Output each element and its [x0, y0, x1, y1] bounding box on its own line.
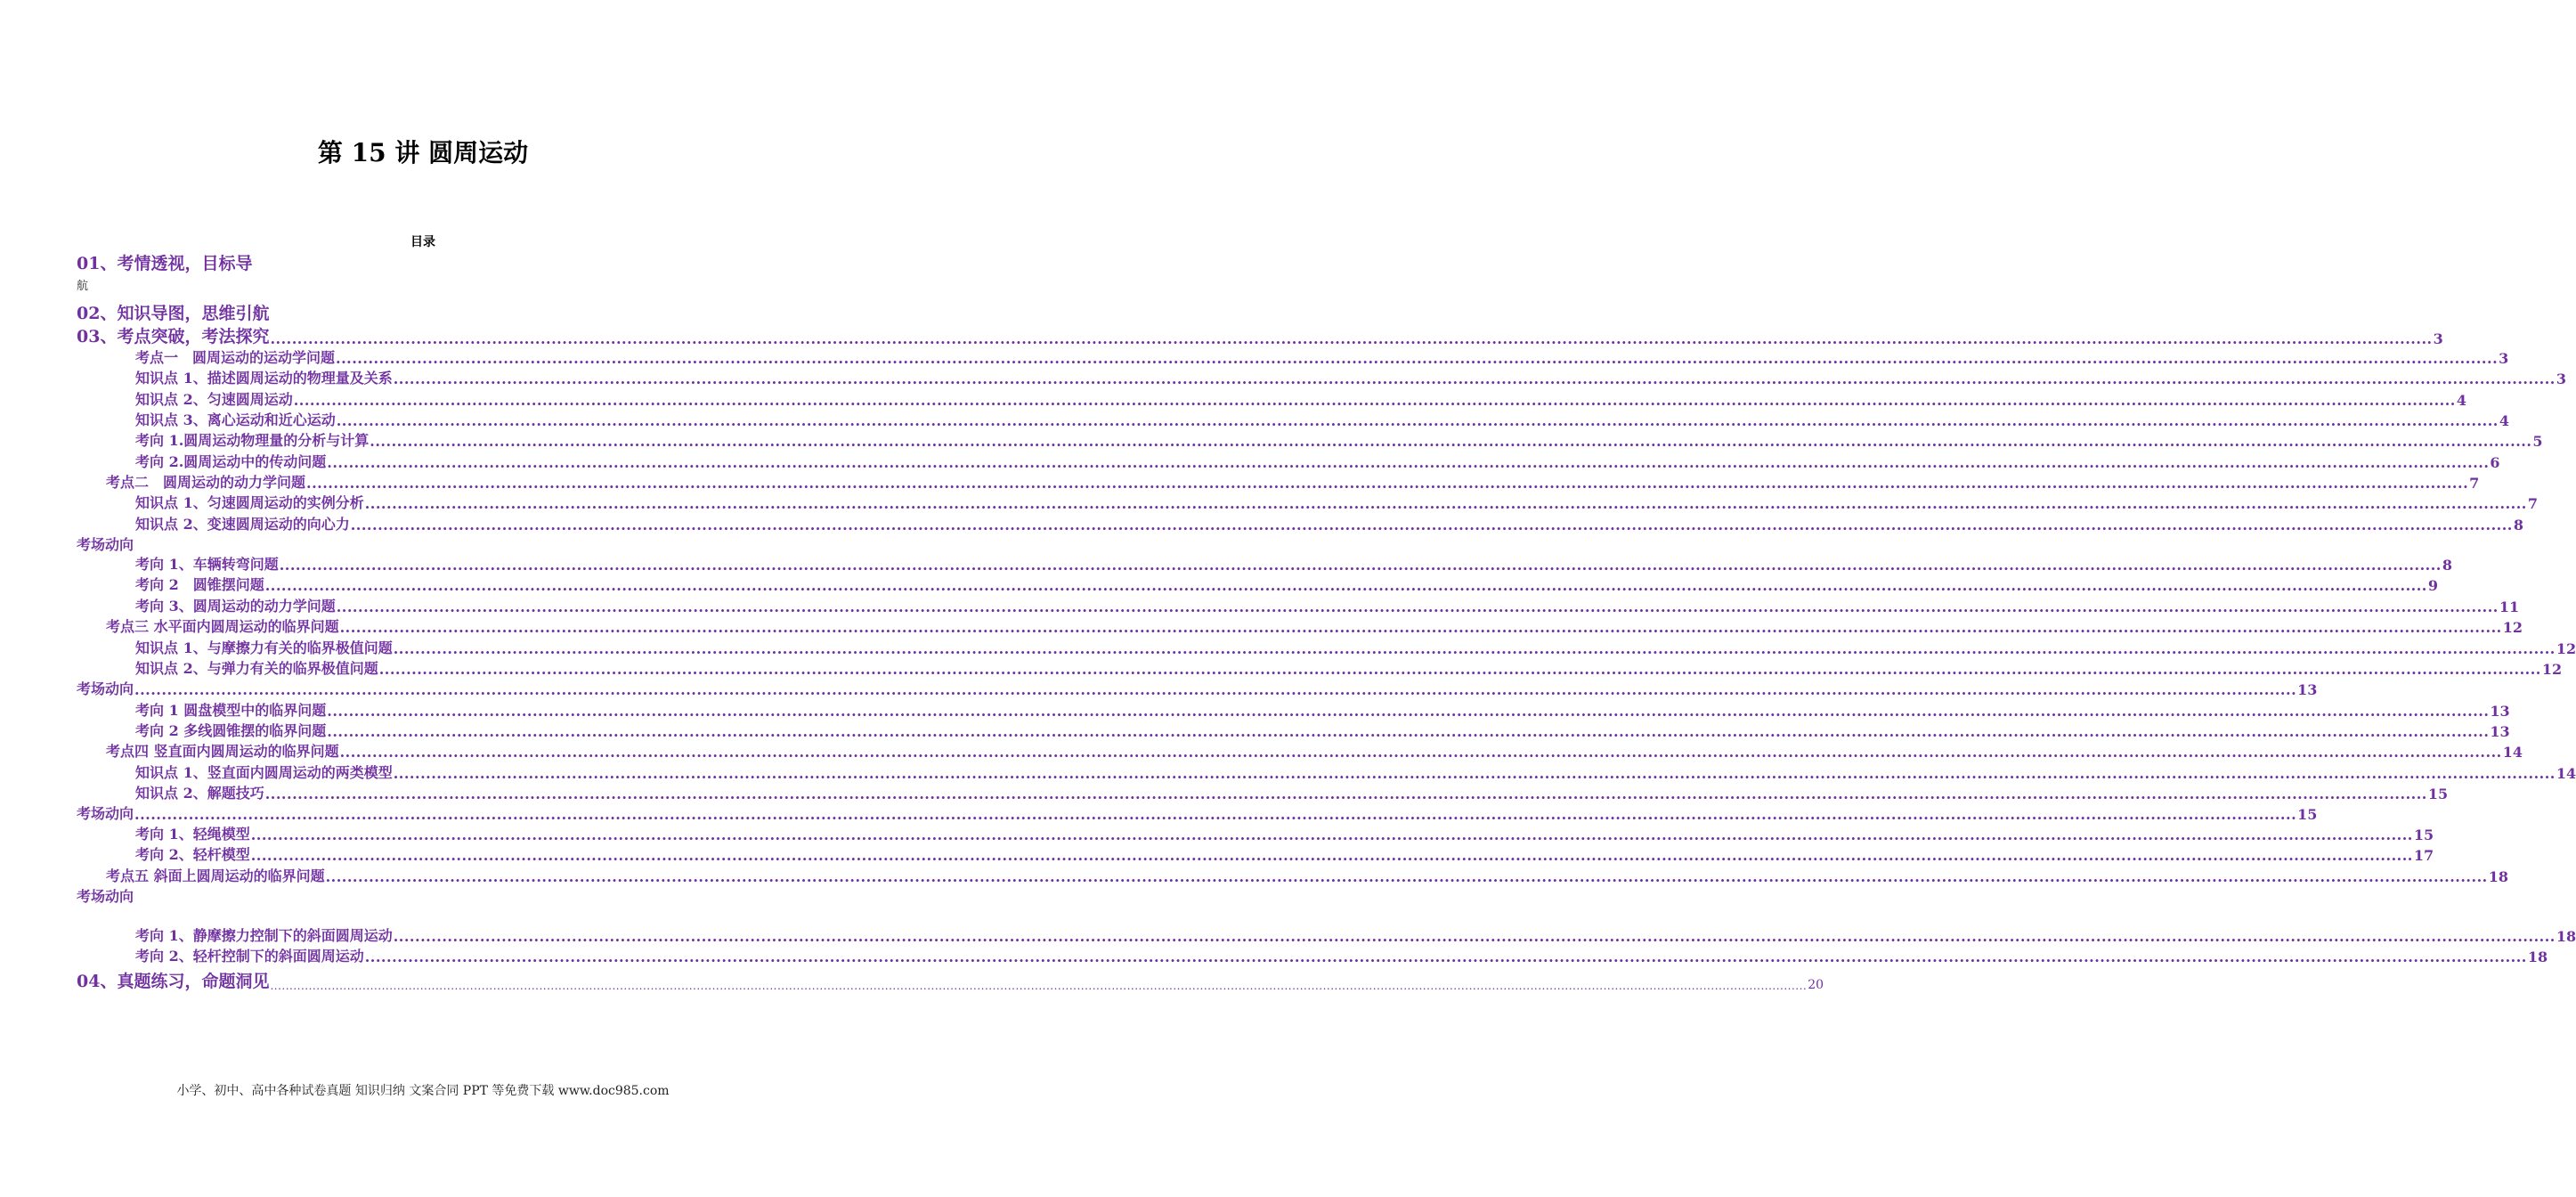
toc-entry[interactable] [135, 410, 2509, 429]
toc-entry-label: 考向 1、静摩擦力控制下的斜面圆周运动 [135, 927, 393, 944]
toc-entry[interactable] [106, 741, 2523, 761]
toc-entry-label: 考点四 竖直面内圆周运动的临界问题 [106, 743, 339, 760]
toc-entry-label: 知识点 2、变速圆周运动的向心力 [135, 516, 350, 533]
toc-page-number: 7 [2527, 495, 2538, 512]
toc-leader-dots: ................................................................................................................................................................................................................................................................................................................................................................................................................ [327, 703, 2490, 720]
toc-page-number: 5 [2532, 433, 2543, 450]
toc-leader-dots: ................................................................................................................................................................................................................................................................................................................................................................................................................ [134, 681, 2297, 698]
toc-entry[interactable] [135, 368, 2566, 387]
toc-entry[interactable] [77, 803, 2318, 823]
toc-page-number: 7 [2469, 475, 2480, 492]
toc-entry-label: 考点五 斜面上圆周运动的临界问题 [106, 867, 325, 884]
toc-leader-dots: ................................................................................................................................................................................................................................................................................................................................................................................................................ [325, 868, 2488, 885]
toc-entry-label: 知识点 3、离心运动和近心运动 [135, 411, 336, 428]
toc-entry-label: 考向 1 圆盘模型中的临界问题 [135, 702, 327, 719]
toc-entry-label: 01、考情透视，目标导 [77, 254, 253, 273]
toc-entry[interactable] [135, 925, 2576, 945]
toc-page-number: 15 [2427, 786, 2449, 802]
toc-entry[interactable] [106, 866, 2508, 885]
toc-leader-dots: ................................................................................................................................................................................................................................................................................................................................................................................................................ [364, 495, 2527, 512]
toc-entry-label: 02、知识导图，思维引航 [77, 304, 270, 323]
toc-page-number: 15 [2297, 806, 2318, 823]
toc-entry-label: 考向 1、轻绳模型 [135, 826, 250, 843]
toc-entry-label: 04、真题练习，命题洞见 [77, 972, 270, 991]
toc-entry-label: 03、考点突破，考法探究 [77, 327, 270, 346]
toc-entry[interactable] [135, 762, 2576, 782]
toc-page-number: 12 [2556, 640, 2576, 657]
toc-page-number: 12 [2502, 619, 2523, 636]
toc-leader-dots: ................................................................................................................................................................................................................................................................................................................................................................................................................ [370, 433, 2532, 450]
toc-entry-label: 考场动向 [77, 680, 134, 697]
toc-entry[interactable] [135, 514, 2523, 533]
toc-entry-label: 考点二 圆周运动的动力学问题 [106, 474, 306, 491]
toc-entry-label: 知识点 2、匀速圆周运动 [135, 391, 293, 408]
toc-entry-label: 考场动向 [77, 888, 134, 905]
toc-entry[interactable] [77, 969, 1824, 992]
toc-leader-dots: ................................................................................................................................................................................................................................................................................................................................................................................................................ [336, 350, 2499, 367]
toc-entry-label: 考向 1.圆周运动物理量的分析与计算 [135, 432, 370, 449]
toc-leader-dots: ................................................................................................................................................................................................................................................................................................................................................................................................................ [327, 454, 2490, 471]
toc-page-number: 3 [2433, 330, 2443, 347]
toc-entry-label: 考向 2、轻杆模型 [135, 846, 250, 863]
toc-leader-dots: ................................................................................................................................................................................................................................................................................................................................................................................................................ [378, 661, 2541, 678]
toc-entry[interactable] [135, 824, 2434, 843]
toc-leader-dots: ................................................................................................................................................................................................................................................................................................................................................................................................................ [339, 744, 2502, 761]
toc-entry[interactable] [106, 616, 2523, 636]
page-footer: 小学、初中、高中各种试卷真题 知识归纳 文案合同 PPT 等免费下载 www.doc985.com [176, 1084, 670, 1098]
toc-entry-label: 考点一 圆周运动的运动学问题 [135, 349, 336, 366]
toc-leader-dots: ................................................................................................................................................................................................................................................................................................................................................................................................................ [327, 723, 2490, 740]
toc-entry-label: 知识点 1、竖直面内圆周运动的两类模型 [135, 764, 393, 781]
toc-page-number: 18 [2527, 949, 2548, 965]
toc-entry-label: 考向 2.圆周运动中的传动问题 [135, 453, 327, 470]
toc-entry-label: 考向 2 多线圆锥摆的临界问题 [135, 722, 327, 739]
toc-entry[interactable] [135, 596, 2520, 615]
toc-wrap-text: 航 [77, 280, 89, 293]
toc-page-number: 18 [2556, 928, 2576, 945]
toc-entry-label: 考向 2、轻杆控制下的斜面圆周运动 [135, 948, 364, 965]
toc-leader-dots: ................................................................................................................................................................................................................................................................................................................................................................................................................ [393, 765, 2556, 782]
toc-page-number: 3 [2556, 370, 2566, 387]
toc-entry[interactable] [135, 347, 2509, 367]
toc-leader-dots: ................................................................................................................................................................................................................................................................................................................................................................................................................ [270, 330, 2433, 347]
toc-page-number: 14 [2556, 765, 2576, 782]
toc-leader-dots: ................................................................................................................................................................................................................................................................................................................................................................................................................ [336, 412, 2499, 429]
toc-entry[interactable] [135, 389, 2466, 409]
toc-leader-dots: ................................................................................................................................................................................................................................................................................................................................................................................................................ [250, 826, 2413, 843]
toc-page-number: 4 [2499, 412, 2509, 429]
toc-leader-dots: ................................................................................................................................................................................................................................................................................................................................................................................................................ [350, 517, 2513, 533]
toc-entry[interactable] [135, 554, 2452, 574]
toc-page-number: 14 [2502, 744, 2523, 761]
toc-page-number: 13 [2490, 723, 2510, 740]
toc-heading: 目录 [410, 235, 435, 249]
toc-entry-label: 考场动向 [77, 536, 134, 553]
toc-page-number: 4 [2456, 392, 2466, 409]
toc-entry[interactable] [77, 324, 2443, 347]
toc-page-number: 6 [2490, 454, 2500, 471]
toc-entry[interactable] [135, 721, 2510, 740]
toc-leader-dots: ................................................................................................................................................................................................................................................................................................................................................................................................................ [279, 557, 2442, 574]
toc-entry[interactable] [135, 452, 2500, 471]
toc-entry[interactable] [77, 301, 769, 324]
toc-entry[interactable] [77, 679, 2318, 698]
toc-leader-dots: ................................................................................................................................................................................................................................................................................................................................................................................................................ [270, 980, 1808, 992]
toc-entry[interactable] [135, 574, 2438, 594]
toc-entry[interactable] [135, 783, 2449, 802]
toc-entry-label: 知识点 1、描述圆周运动的物理量及关系 [135, 370, 393, 387]
toc-entry-label: 考场动向 [77, 805, 134, 822]
page-title: 第 15 讲 圆周运动 [317, 138, 529, 167]
toc-leader-dots: ................................................................................................................................................................................................................................................................................................................................................................................................................ [336, 598, 2499, 615]
toc-entry[interactable] [77, 886, 769, 906]
toc-entry-label: 考点三 水平面内圆周运动的临界问题 [106, 618, 339, 635]
toc-entry[interactable] [135, 946, 2548, 965]
toc-entry[interactable] [135, 430, 2543, 450]
toc-leader-dots: ................................................................................................................................................................................................................................................................................................................................................................................................................ [250, 847, 2413, 864]
toc-leader-dots: ................................................................................................................................................................................................................................................................................................................................................................................................................ [306, 475, 2469, 492]
toc-leader-dots: ................................................................................................................................................................................................................................................................................................................................................................................................................ [339, 619, 2502, 636]
toc-entry[interactable] [135, 638, 2576, 657]
toc-leader-dots: ................................................................................................................................................................................................................................................................................................................................................................................................................ [264, 577, 2427, 594]
toc-entry-label: 知识点 2、与弹力有关的临界极值问题 [135, 660, 378, 677]
toc-entry[interactable] [106, 472, 2480, 492]
toc-entry[interactable] [135, 658, 2563, 678]
toc-page-number: 12 [2541, 661, 2563, 678]
toc-entry[interactable] [77, 251, 769, 274]
toc-page-number: 17 [2413, 847, 2434, 864]
toc-page-number: 15 [2413, 826, 2434, 843]
toc-entry[interactable] [135, 844, 2434, 864]
toc-leader-dots: ................................................................................................................................................................................................................................................................................................................................................................................................................ [393, 640, 2556, 657]
toc-page-number: 8 [2442, 557, 2452, 574]
toc-leader-dots: ................................................................................................................................................................................................................................................................................................................................................................................................................ [393, 928, 2556, 945]
toc-page-number: 9 [2427, 577, 2438, 594]
toc-leader-dots: ................................................................................................................................................................................................................................................................................................................................................................................................................ [264, 786, 2427, 802]
toc-page-number: 3 [2499, 350, 2509, 367]
toc-leader-dots: ................................................................................................................................................................................................................................................................................................................................................................................................................ [134, 806, 2297, 823]
toc-entry[interactable] [77, 534, 769, 554]
toc-entry[interactable] [135, 493, 2538, 512]
toc-leader-dots: ................................................................................................................................................................................................................................................................................................................................................................................................................ [393, 370, 2556, 387]
toc-entry-label: 考向 3、圆周运动的动力学问题 [135, 598, 336, 615]
toc-page-number: 8 [2513, 517, 2523, 533]
toc-entry-label: 知识点 1、与摩擦力有关的临界极值问题 [135, 639, 393, 656]
toc-entry-label: 考向 1、车辆转弯问题 [135, 556, 279, 573]
toc-page-number: 13 [2490, 703, 2510, 720]
toc-entry-label: 考向 2 圆锥摆问题 [135, 576, 264, 593]
toc-entry-label: 知识点 2、解题技巧 [135, 785, 264, 802]
toc-page-number: 11 [2499, 598, 2520, 615]
toc-leader-dots: ................................................................................................................................................................................................................................................................................................................................................................................................................ [293, 392, 2456, 409]
toc-page-number: 20 [1808, 978, 1824, 992]
toc-leader-dots: ................................................................................................................................................................................................................................................................................................................................................................................................................ [364, 949, 2527, 965]
toc-entry[interactable] [135, 700, 2510, 720]
toc-page-number: 13 [2297, 681, 2318, 698]
toc-entry-label: 知识点 1、匀速圆周运动的实例分析 [135, 494, 364, 511]
toc-page-number: 18 [2488, 868, 2508, 885]
